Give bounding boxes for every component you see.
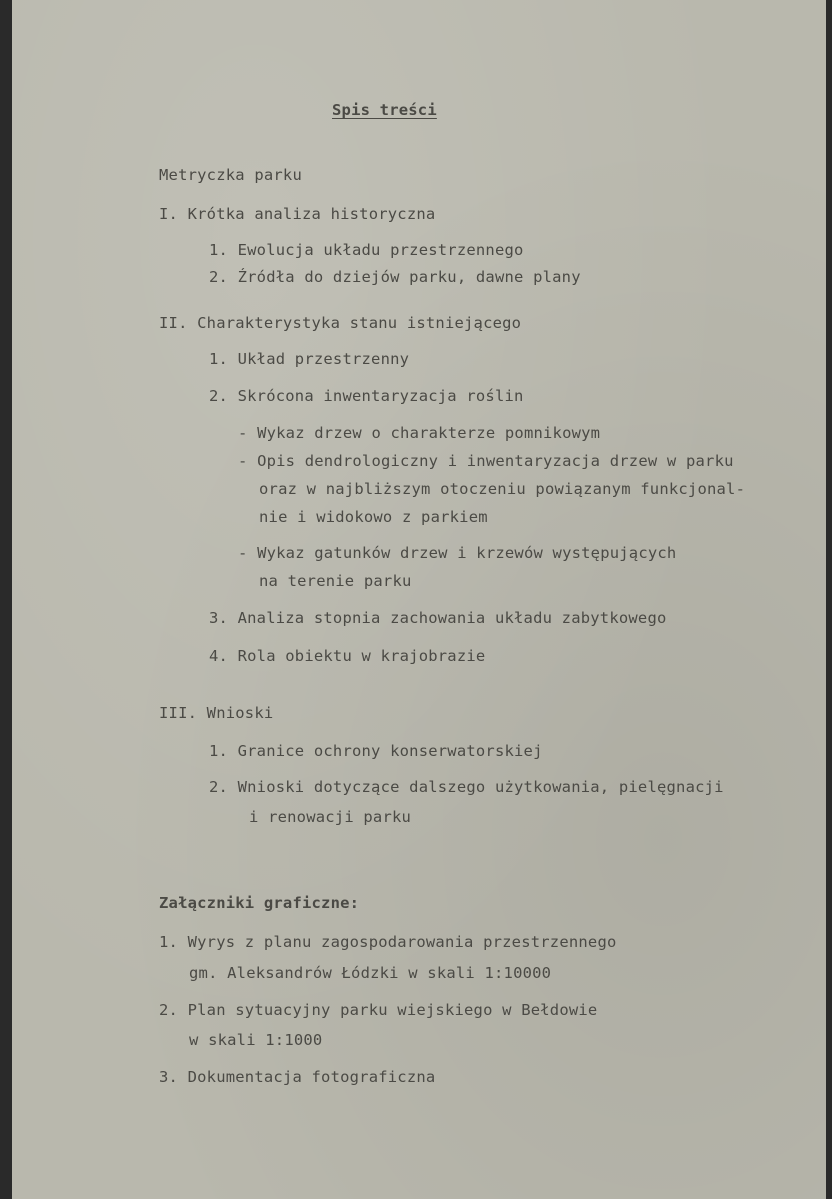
section-1-heading: I. Krótka analiza historyczna — [159, 205, 436, 223]
section-2-item-4: 4. Rola obiektu w krajobrazie — [209, 647, 486, 665]
section-2-sub-2-line-2: oraz w najbliższym otoczeniu powiązanym funkcjonal- — [259, 480, 746, 498]
attachment-2-line-2: w skali 1:1000 — [189, 1031, 323, 1049]
section-2-sub-3-line-2: na terenie parku — [259, 572, 412, 590]
section-2-sub-2-line-1: - Opis dendrologiczny i inwentaryzacja drzew w parku — [238, 452, 734, 470]
section-3-item-1: 1. Granice ochrony konserwatorskiej — [209, 742, 543, 760]
section-2-sub-2-line-3: nie i widokowo z parkiem — [259, 508, 488, 526]
page-title: Spis treści — [332, 101, 437, 119]
document-page — [12, 0, 826, 1199]
section-3-heading: III. Wnioski — [159, 704, 274, 722]
metryczka-label: Metryczka parku — [159, 166, 302, 184]
section-2-item-1: 1. Układ przestrzenny — [209, 350, 410, 368]
section-2-item-3: 3. Analiza stopnia zachowania układu zabytkowego — [209, 609, 667, 627]
attachment-2-line-1: 2. Plan sytuacyjny parku wiejskiego w Bełdowie — [159, 1001, 598, 1019]
attachment-1-line-1: 1. Wyrys z planu zagospodarowania przestrzennego — [159, 933, 617, 951]
section-1-item-2: 2. Źródła do dziejów parku, dawne plany — [209, 268, 581, 286]
section-3-item-2-line-2: i renowacji parku — [249, 808, 412, 826]
section-3-item-2-line-1: 2. Wnioski dotyczące dalszego użytkowania, pielęgnacji — [209, 778, 724, 796]
section-1-item-1: 1. Ewolucja układu przestrzennego — [209, 241, 524, 259]
section-2-sub-1: - Wykaz drzew o charakterze pomnikowym — [238, 424, 601, 442]
attachments-heading: Załączniki graficzne: — [159, 894, 360, 912]
attachment-1-line-2: gm. Aleksandrów Łódzki w skali 1:10000 — [189, 964, 552, 982]
section-2-heading: II. Charakterystyka stanu istniejącego — [159, 314, 522, 332]
section-2-sub-3-line-1: - Wykaz gatunków drzew i krzewów występujących — [238, 544, 677, 562]
section-2-item-2: 2. Skrócona inwentaryzacja roślin — [209, 387, 524, 405]
attachment-3: 3. Dokumentacja fotograficzna — [159, 1068, 436, 1086]
